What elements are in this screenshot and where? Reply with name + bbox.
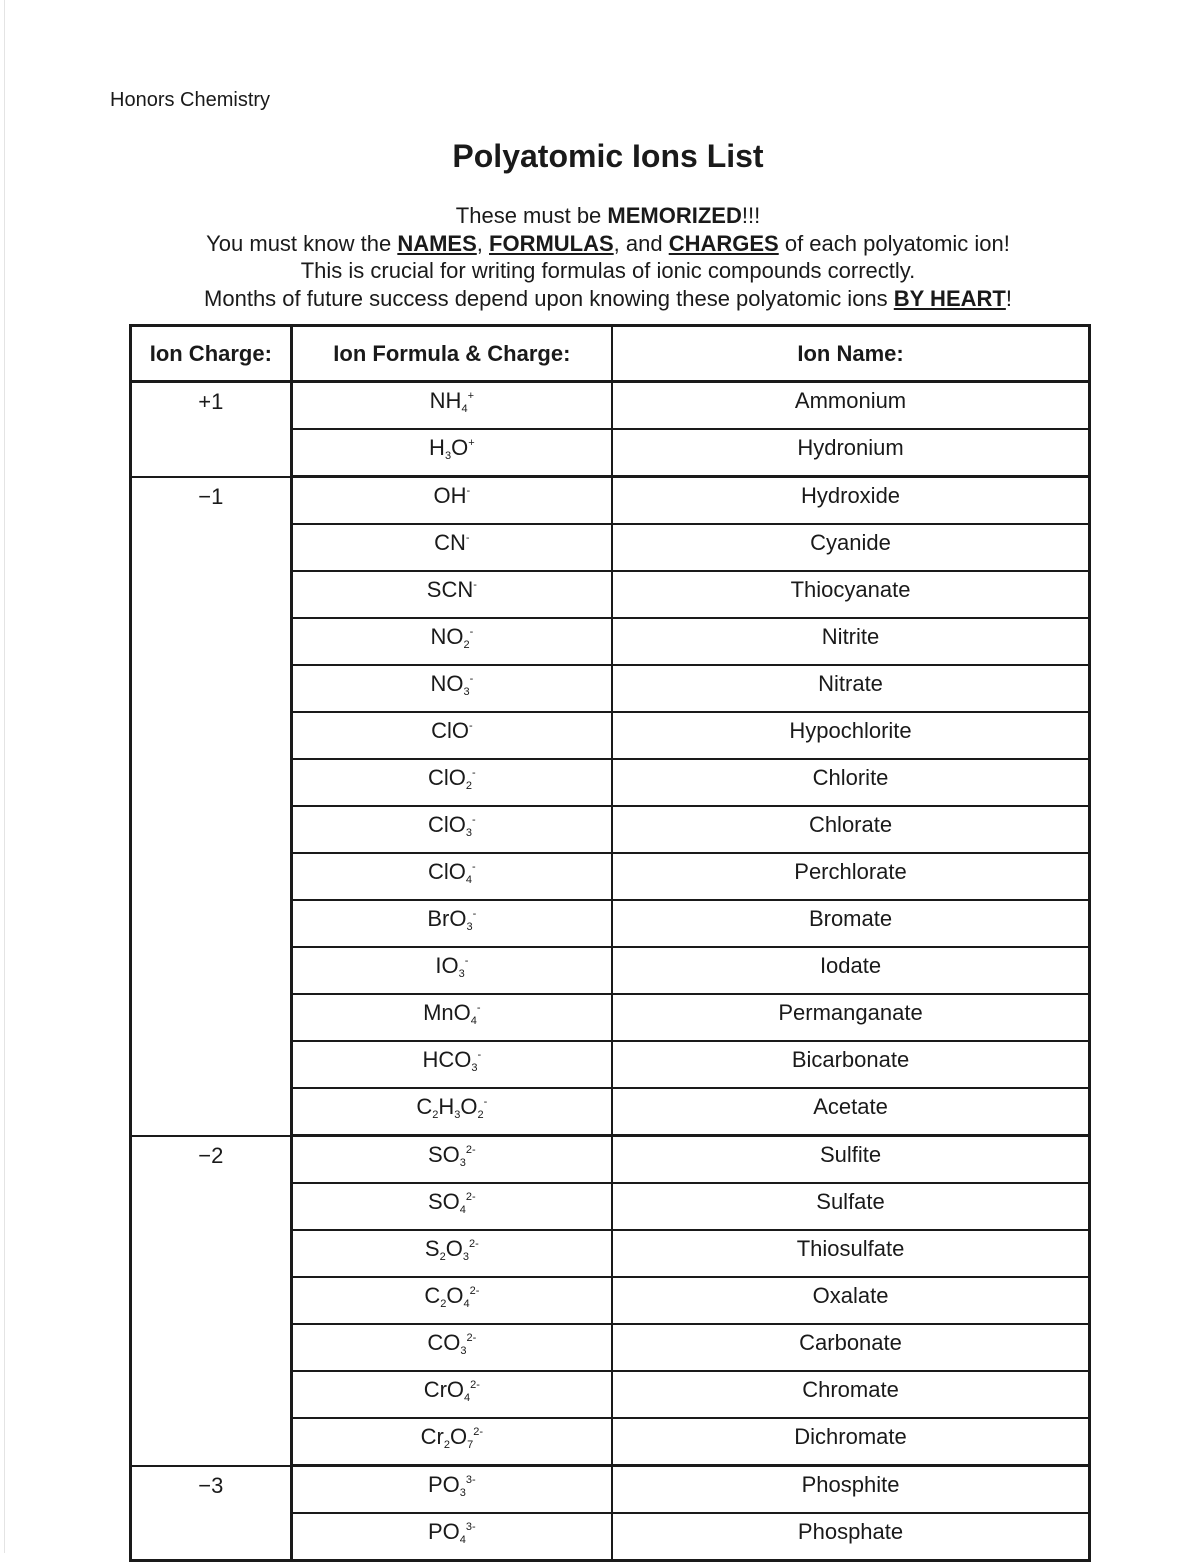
ion-name-cell: Thiocyanate bbox=[612, 571, 1089, 618]
ion-name-cell: Permanganate bbox=[612, 994, 1089, 1041]
ion-formula-cell bbox=[291, 759, 612, 806]
formula-element: Cr bbox=[420, 1424, 444, 1449]
ion-name-cell: Chlorate bbox=[612, 806, 1089, 853]
formula-element: CrO bbox=[423, 1377, 465, 1402]
ion-formula-cell bbox=[291, 618, 612, 665]
formula-element: ClO bbox=[428, 765, 466, 790]
ion-formula bbox=[421, 1424, 483, 1451]
ion-name-cell: Chlorite bbox=[612, 759, 1089, 806]
charges-emphasis: CHARGES bbox=[668, 230, 779, 256]
formula-charge: - bbox=[477, 1049, 482, 1061]
formula-charge: - bbox=[469, 673, 474, 685]
ion-formula bbox=[423, 1047, 482, 1074]
ion-formula-cell bbox=[291, 1041, 612, 1088]
ion-formula bbox=[423, 1000, 480, 1027]
ion-formula bbox=[434, 530, 469, 556]
formula-charge: - bbox=[473, 579, 477, 591]
formula-element: ClO bbox=[428, 859, 466, 884]
formula-subscript: 3 bbox=[460, 1345, 467, 1357]
by-heart-emphasis: BY HEART bbox=[893, 285, 1006, 311]
formula-charge: 2- bbox=[465, 1191, 476, 1203]
formula-subscript: 4 bbox=[459, 1534, 466, 1546]
formula-charge: 2- bbox=[469, 1285, 480, 1297]
formula-charge: 3- bbox=[465, 1521, 476, 1533]
ion-formula-cell bbox=[291, 1230, 612, 1277]
ion-name-cell: Hydroxide bbox=[612, 477, 1089, 525]
formula-element: IO bbox=[435, 953, 459, 978]
header-ion-charge: Ion Charge: bbox=[131, 326, 292, 382]
formula-element: OH bbox=[433, 483, 467, 508]
ion-formula bbox=[430, 624, 473, 651]
ion-formula bbox=[428, 1189, 476, 1216]
ion-name-cell: Nitrate bbox=[612, 665, 1089, 712]
course-label: Honors Chemistry bbox=[110, 89, 271, 111]
ion-name-cell: Cyanide bbox=[612, 524, 1089, 571]
ion-name-cell: Thiosulfate bbox=[612, 1230, 1089, 1277]
formula-element: PO bbox=[427, 1519, 460, 1544]
formula-subscript: 2 bbox=[440, 1298, 447, 1310]
formula-element: ClO bbox=[428, 812, 466, 837]
ion-formula-cell bbox=[291, 524, 612, 571]
table-row bbox=[131, 1466, 1090, 1514]
ion-formula-cell bbox=[291, 994, 612, 1041]
ion-formula-cell bbox=[291, 1136, 612, 1184]
intro-line-1 bbox=[0, 202, 1200, 230]
formula-subscript: 2 bbox=[463, 639, 470, 651]
formula-charge: - bbox=[472, 814, 476, 826]
formula-charge: 3- bbox=[465, 1474, 476, 1486]
ion-name-cell: Hydronium bbox=[612, 429, 1089, 477]
formula-element: SO bbox=[427, 1142, 460, 1167]
intro-line-1-text: These must be bbox=[455, 203, 608, 228]
formula-subscript: 4 bbox=[459, 1204, 466, 1216]
ion-formula bbox=[427, 906, 476, 933]
ion-formula bbox=[435, 953, 468, 980]
page-title: Polyatomic Ions List bbox=[452, 138, 764, 174]
formula-charge: + bbox=[468, 437, 475, 449]
formula-charge: - bbox=[472, 767, 476, 779]
ion-name-cell: Perchlorate bbox=[612, 853, 1089, 900]
formula-subscript: 4 bbox=[465, 874, 473, 886]
formula-subscript: 2 bbox=[432, 1109, 439, 1121]
formula-subscript: 3 bbox=[459, 1157, 466, 1169]
formula-charge: - bbox=[465, 532, 470, 544]
formula-subscript: 3 bbox=[459, 1487, 466, 1499]
formula-element: SO bbox=[427, 1189, 460, 1214]
ion-formula-cell bbox=[291, 712, 612, 759]
formula-subscript: 3 bbox=[466, 921, 473, 933]
ion-name-cell: Ammonium bbox=[612, 382, 1089, 430]
intro-text bbox=[0, 202, 1200, 312]
formula-element: C bbox=[424, 1283, 441, 1308]
ion-name-cell: Sulfite bbox=[612, 1136, 1089, 1184]
ion-charge-cell: +1 bbox=[131, 382, 292, 477]
formula-subscript: 2 bbox=[443, 1439, 450, 1451]
ion-name-cell: Bicarbonate bbox=[612, 1041, 1089, 1088]
formula-charge: - bbox=[483, 1096, 488, 1108]
ion-formula-cell bbox=[291, 1088, 612, 1136]
ion-formula bbox=[428, 1472, 476, 1499]
formula-subscript: 3 bbox=[462, 1251, 469, 1263]
formula-element: CN bbox=[434, 530, 466, 555]
formula-subscript: 3 bbox=[471, 1062, 478, 1074]
formula-element: NO bbox=[430, 671, 464, 696]
ion-formula bbox=[424, 1283, 479, 1310]
formula-element: H bbox=[429, 435, 445, 460]
formula-charge: - bbox=[466, 485, 471, 497]
memorized-emphasis: MEMORIZED bbox=[607, 203, 742, 228]
formula-charge: - bbox=[469, 626, 474, 638]
formula-subscript: 3 bbox=[463, 686, 470, 698]
ion-name-cell: Dichromate bbox=[612, 1418, 1089, 1466]
table-body bbox=[131, 382, 1090, 1561]
intro-line-1-end: !!! bbox=[741, 203, 761, 228]
table-row bbox=[131, 1136, 1090, 1184]
formula-element: BrO bbox=[427, 906, 467, 931]
ion-formula-cell bbox=[291, 1183, 612, 1230]
ion-formula bbox=[434, 483, 471, 509]
intro-line-2-end: of each polyatomic ion! bbox=[778, 230, 1010, 256]
formula-element: O bbox=[450, 1424, 468, 1449]
formula-charge: - bbox=[472, 908, 477, 920]
formula-element: O bbox=[445, 1236, 463, 1261]
ion-formula-cell bbox=[291, 571, 612, 618]
ion-formula-cell bbox=[291, 1513, 612, 1561]
intro-line-2-text: You must know the bbox=[206, 230, 398, 256]
ion-name-cell: Bromate bbox=[612, 900, 1089, 947]
formula-subscript: 2 bbox=[477, 1109, 484, 1121]
formula-charge: 2- bbox=[468, 1238, 479, 1250]
formula-element: NO bbox=[430, 624, 464, 649]
ion-formula bbox=[431, 718, 473, 744]
formula-charge: 2- bbox=[465, 1144, 476, 1156]
formula-element: H bbox=[438, 1094, 455, 1119]
formula-subscript: 4 bbox=[463, 1298, 470, 1310]
formula-subscript: 3 bbox=[458, 968, 465, 980]
formula-subscript: 3 bbox=[465, 827, 473, 839]
formula-charge: - bbox=[464, 955, 469, 967]
ion-formula-cell bbox=[291, 947, 612, 994]
ion-name-cell: Phosphate bbox=[612, 1513, 1089, 1561]
ion-formula-cell bbox=[291, 429, 612, 477]
ion-formula-cell bbox=[291, 900, 612, 947]
ion-name-cell: Phosphite bbox=[612, 1466, 1089, 1514]
intro-line-4-end: ! bbox=[1005, 285, 1012, 311]
ion-formula-cell bbox=[291, 1466, 612, 1514]
table-row bbox=[131, 477, 1090, 525]
formula-element: S bbox=[424, 1236, 440, 1261]
ion-formula bbox=[424, 1377, 480, 1404]
formula-charge: - bbox=[468, 720, 473, 732]
header-ion-formula: Ion Formula & Charge: bbox=[291, 326, 612, 382]
formula-element: SCN bbox=[426, 577, 474, 602]
formula-subscript: 4 bbox=[461, 403, 468, 415]
ion-name-cell: Sulfate bbox=[612, 1183, 1089, 1230]
formula-charge: + bbox=[467, 390, 475, 402]
formula-charge: - bbox=[472, 861, 476, 873]
ion-formula bbox=[428, 859, 476, 886]
intro-comma: , bbox=[476, 230, 490, 256]
formula-element: NH bbox=[429, 388, 462, 413]
formula-element: ClO bbox=[431, 718, 469, 743]
formulas-emphasis: FORMULAS bbox=[489, 230, 614, 256]
ion-name-cell: Hypochlorite bbox=[612, 712, 1089, 759]
formula-charge: 2- bbox=[466, 1332, 477, 1344]
ion-formula-cell bbox=[291, 853, 612, 900]
formula-charge: 2- bbox=[473, 1426, 484, 1438]
ion-charge-cell: −2 bbox=[131, 1136, 292, 1466]
intro-line-3: This is crucial for writing formulas of ionic compounds correctly. bbox=[300, 258, 916, 283]
formula-element: O bbox=[446, 1283, 464, 1308]
ion-name-cell: Carbonate bbox=[612, 1324, 1089, 1371]
formula-subscript: 3 bbox=[444, 450, 452, 462]
formula-subscript: 4 bbox=[464, 1392, 471, 1404]
polyatomic-ions-table bbox=[129, 324, 1091, 1562]
table-header-row bbox=[131, 326, 1090, 382]
ion-formula bbox=[427, 1330, 476, 1357]
ion-formula bbox=[427, 577, 477, 603]
intro-line-2 bbox=[0, 230, 1200, 258]
formula-subscript: 2 bbox=[439, 1251, 446, 1263]
ion-charge-cell: −1 bbox=[131, 477, 292, 1136]
ion-formula-cell bbox=[291, 665, 612, 712]
ion-name-cell: Chromate bbox=[612, 1371, 1089, 1418]
ion-formula bbox=[425, 1236, 479, 1263]
ion-formula-cell bbox=[291, 806, 612, 853]
ion-formula bbox=[430, 671, 473, 698]
ion-formula-cell bbox=[291, 1371, 612, 1418]
names-emphasis: NAMES bbox=[397, 230, 477, 256]
ion-formula-cell bbox=[291, 1277, 612, 1324]
formula-element: O bbox=[451, 435, 469, 460]
ion-name-cell: Nitrite bbox=[612, 618, 1089, 665]
ion-formula-cell bbox=[291, 1418, 612, 1466]
ion-name-cell: Oxalate bbox=[612, 1277, 1089, 1324]
ion-formula bbox=[428, 812, 476, 839]
intro-line-4-text: Months of future success depend upon knowing these polyatomic ions bbox=[204, 285, 894, 311]
formula-charge: 2- bbox=[470, 1379, 480, 1391]
ion-formula bbox=[429, 435, 475, 462]
formula-element: C bbox=[416, 1094, 433, 1119]
formula-element: PO bbox=[427, 1472, 460, 1497]
header-ion-name: Ion Name: bbox=[612, 326, 1089, 382]
formula-subscript: 4 bbox=[470, 1015, 477, 1027]
formula-element: HCO bbox=[422, 1047, 472, 1072]
formula-element: MnO bbox=[423, 1000, 471, 1025]
table-row bbox=[131, 382, 1090, 430]
ion-formula bbox=[430, 388, 474, 415]
formula-element: CO bbox=[427, 1330, 461, 1355]
formula-subscript: 3 bbox=[454, 1109, 461, 1121]
formula-charge: - bbox=[476, 1002, 481, 1014]
ion-formula bbox=[428, 1142, 476, 1169]
ion-formula-cell bbox=[291, 1324, 612, 1371]
intro-line-4 bbox=[0, 285, 1200, 313]
ion-formula-cell bbox=[291, 477, 612, 525]
formula-element: O bbox=[460, 1094, 478, 1119]
formula-subscript: 7 bbox=[467, 1439, 474, 1451]
ion-formula bbox=[428, 1519, 476, 1546]
intro-and: , and bbox=[613, 230, 669, 256]
ion-formula-cell bbox=[291, 382, 612, 430]
ion-charge-cell: −3 bbox=[131, 1466, 292, 1561]
ion-formula bbox=[428, 765, 476, 792]
formula-subscript: 2 bbox=[465, 780, 473, 792]
ion-formula bbox=[416, 1094, 487, 1121]
ion-name-cell: Iodate bbox=[612, 947, 1089, 994]
ion-name-cell: Acetate bbox=[612, 1088, 1089, 1136]
